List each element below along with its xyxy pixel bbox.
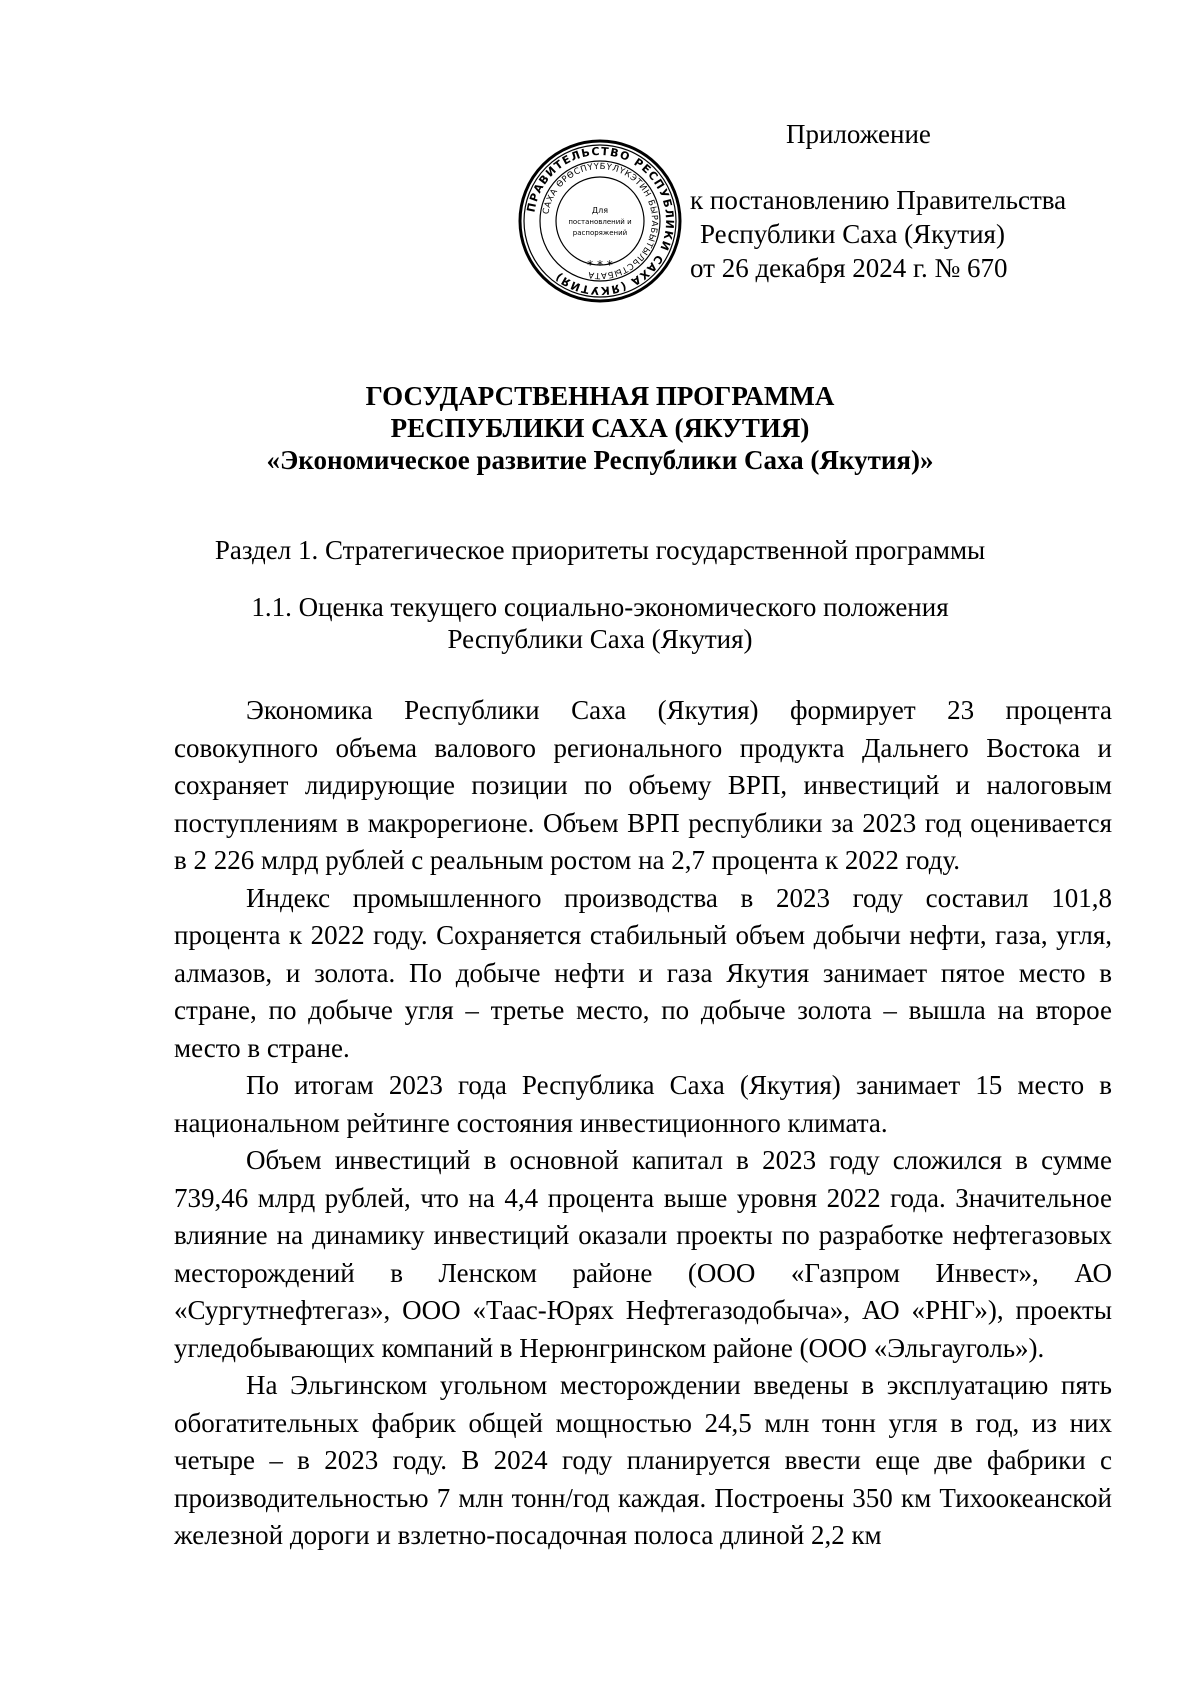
paragraph: По итогам 2023 года Республика Саха (Якутия) занимает 15 место в национальном рейтинге состояния инвестиционного климата. [174, 1070, 1112, 1138]
title-line-3: «Экономическое развитие Республики Саха (Якутия)» [266, 445, 934, 475]
seal-center-line-3: распоряжений [572, 229, 628, 237]
title-line-2: РЕСПУБЛИКИ САХА (ЯКУТИЯ) [390, 413, 810, 443]
seal-center-line-1: Для [591, 206, 609, 215]
subsection-line-1: 1.1. Оценка текущего социально-экономического положения [251, 592, 949, 622]
document-title [150, 380, 1050, 476]
seal-center-line-2: постановлений и [568, 218, 632, 226]
seal-inner-text: САХА ӨРӨСПҮҮБҮЛҮКЭТИН БЫРАБЫТЫЛЬСТЫБАТА [541, 161, 660, 281]
seal-stars-icon: * * * [587, 258, 613, 272]
title-line-1: ГОСУДАРСТВЕННАЯ ПРОГРАММА [365, 381, 835, 411]
body-text [174, 692, 1112, 1555]
official-seal-stamp [497, 137, 703, 305]
paragraph: Экономика Республики Саха (Якутия) формирует 23 процента совокупного объема валового регионального продукта Дальнего Востока и сохраняет лидирующие позиции по объему ВРП, инвестиций и налоговым поступлениям в макрорегионе. Объем ВРП республики за 2023 год оценивается в 2 226 млрд рублей с реальным ростом на 2,7 процента к 2022 году. [174, 695, 1112, 875]
section-heading: Раздел 1. Стратегическое приоритеты государственной программы [214, 535, 986, 565]
subsection-heading [150, 591, 1050, 655]
resolution-line-2: Республики Саха (Якутия) [700, 219, 1005, 249]
paragraph: Объем инвестиций в основной капитал в 2023 году сложился в сумме 739,46 млрд рублей, что на 4,4 процента выше уровня 2022 года. Значительное влияние на динамику инвестиций оказали проекты по разработке нефтегазовых месторождений в Ленском районе (ООО «Газпром Инвест», АО «Сургутнефтегаз», ООО «Таас-Юрях Нефтегазодобыча», АО «РНГ»), проекты угледобывающих компаний в Нерюнгринском районе (ООО «Эльгауголь»). [174, 1145, 1112, 1363]
paragraph: Индекс промышленного производства в 2023 году составил 101,8 процента к 2022 году. Сохраняется стабильный объем добычи нефти, газа, угля, алмазов, и золота. По добыче нефти и газа Якутия занимает пятое место в стране, по добыче угля – третье место, по добыче золота – вышла на второе место в стране. [174, 882, 1112, 1063]
resolution-line-1: к постановлению Правительства [690, 185, 1067, 215]
paragraph: На Эльгинском угольном месторождении введены в эксплуатацию пять обогатительных фабрик общей мощностью 24,5 млн тонн угля в год, из них четыре – в 2023 году. В 2024 году планируется ввести еще две фабрики с производительностью 7 млн тонн/год каждая. Построены 350 км Тихоокеанской железной дороги и взлетно-посадочная полоса длиной 2,2 км [174, 1370, 1112, 1550]
resolution-line-3: от 26 декабря 2024 г. № 670 [690, 253, 1008, 283]
resolution-reference [690, 183, 1110, 285]
appendix-label: Приложение [786, 119, 931, 149]
subsection-line-2: Республики Саха (Якутия) [447, 624, 753, 654]
seal-outer-text: ПРАВИТЕЛЬСТВО РЕСПУБЛИКИ САХА (ЯКУТИЯ) [524, 144, 677, 298]
